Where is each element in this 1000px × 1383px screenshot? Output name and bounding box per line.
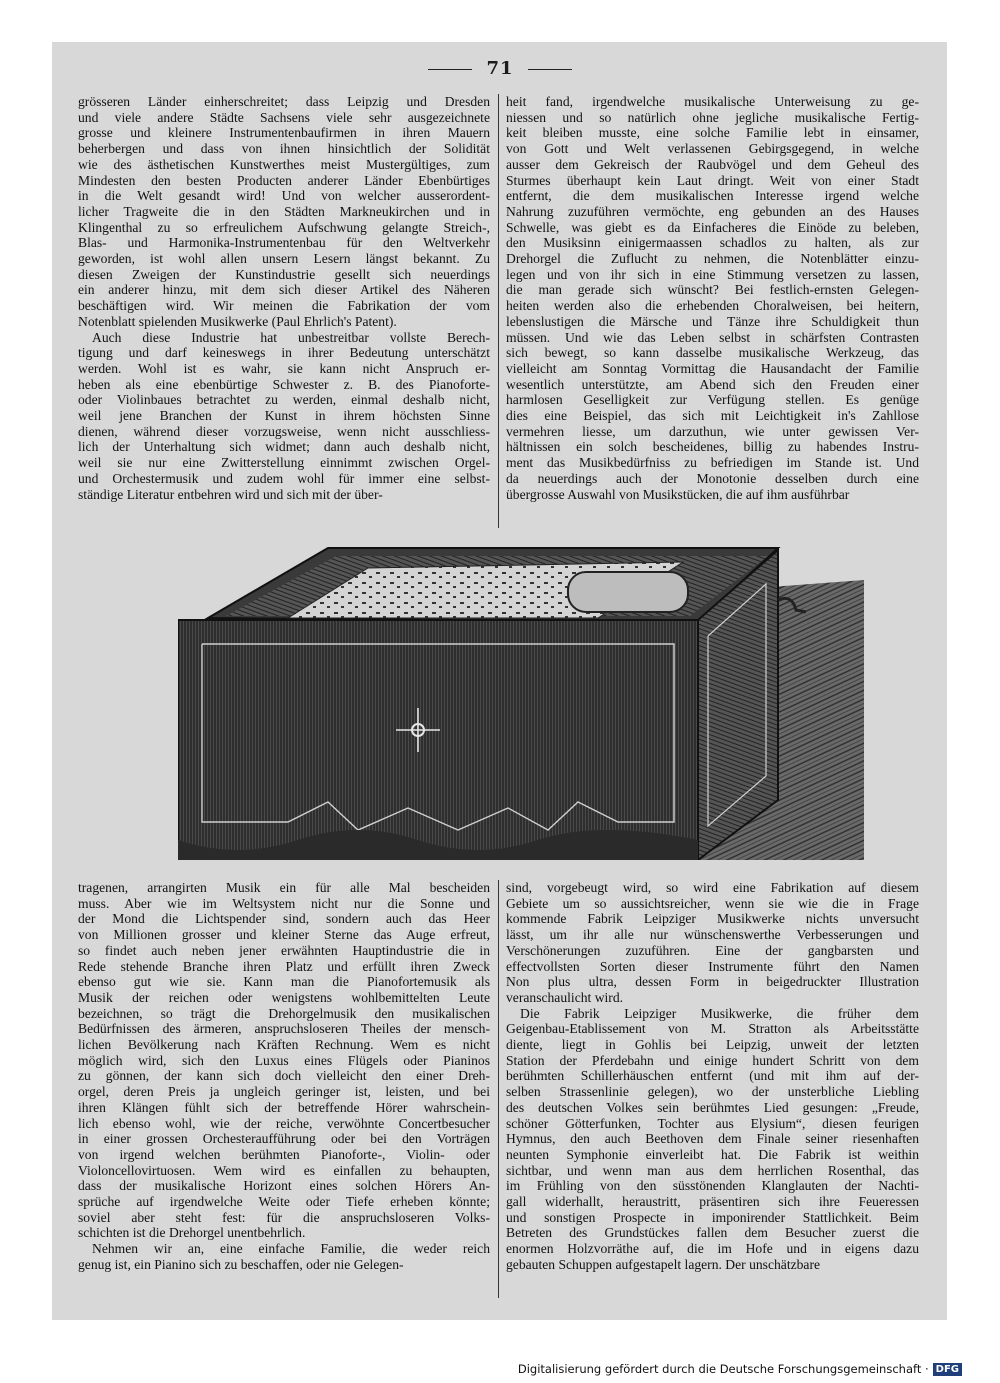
text-line: keit bleiben musste, eine solche Familie lebt in einsamer, bbox=[506, 125, 919, 141]
credit-text: Digitalisierung gefördert durch die Deutsche Forschungsgemeinschaft · bbox=[517, 1362, 929, 1376]
text-line: Betreten des Grundstückes fallen dem Besucher zuerst die bbox=[506, 1225, 919, 1241]
text-line: wie des ästhetischen Kunstwerthes meist Mustergültiges, zum bbox=[78, 156, 490, 172]
text-line: der Mond die Lichtspender sind, sondern auch das Heer bbox=[78, 911, 490, 927]
text-line: Mindesten den besten Producten anderer Länder Ebenbürtiges bbox=[78, 172, 490, 188]
text-line: möglich wird, sich den Luxus eines Flügels oder Pianinos bbox=[78, 1052, 490, 1068]
digitization-credit bbox=[518, 1362, 962, 1376]
text-line: sind, vorgebeugt wird, so wird eine Fabrikation auf diesem bbox=[506, 880, 919, 895]
text-line: wesentlich unterstützte, am Abend sich den Freuden einer bbox=[506, 376, 919, 392]
header-rule-right bbox=[528, 69, 572, 70]
text-line: Auch diese Industrie hat unbestreitbar vollste Berech- bbox=[92, 329, 490, 345]
text-line: diente, liegt in Gohlis bei Leipzig, unweit der letzten bbox=[506, 1037, 919, 1053]
text-line: ment das Musikbedürfniss zu befriedigen im Stande ist. Und bbox=[506, 455, 919, 471]
text-line: Nahrung zuzuführen vermöchte, eng gebunden an des Hauses bbox=[506, 203, 919, 219]
music-box-illustration bbox=[178, 540, 864, 860]
text-line: beschäftigen wird. Wir meinen die Fabrikation der vom bbox=[78, 298, 490, 314]
text-line: Hymnus, den auch Beethoven dem Finale seiner riesenhaften bbox=[506, 1131, 919, 1147]
text-line: übergrosse Auswahl von Musikstücken, die auf ihm ausführbar bbox=[506, 486, 850, 502]
text-line: Verschönerungen zuzuführen. Eine der gangbarsten und bbox=[506, 942, 919, 958]
column-top-right bbox=[506, 94, 919, 502]
text-line: Blas- und Harmonika-Instrumentenbau für den Weltverkehr bbox=[78, 235, 490, 251]
text-line: lebenslustigen die Märsche und Tänze ihre Schuldigkeit thun bbox=[506, 313, 919, 329]
text-line: Bedürfnissen des ärmeren, anspruchsloseren Theiles der mensch- bbox=[78, 1021, 490, 1037]
text-line: Gebiete um so aussichtsreicher, wenn sie wie die in Frage bbox=[506, 895, 919, 911]
text-line: Station der Pferdebahn und einige hundert Schritt von dem bbox=[506, 1052, 919, 1068]
text-line: legen und von ihr sich in eine Stimmung versetzen zu lassen, bbox=[506, 266, 919, 282]
text-line: ihren Klängen fühlt sich der betreffende Hörer wahrschein- bbox=[78, 1099, 490, 1115]
text-line: von Gott und Welt verlassenen Gebirgsgegend, in welche bbox=[506, 141, 919, 157]
text-line: und sonstigen Prospecte in imponirender Stattlichkeit. Beim bbox=[506, 1209, 919, 1225]
text-line: den Musiksinn einigermaassen schadlos zu halten, als zur bbox=[506, 235, 919, 251]
text-line: ebenso gut wie sie. Kann man die Pianofortemusik als bbox=[78, 974, 490, 990]
text-line: dienen, während dieser vorzugsweise, wenn nicht ausschliess- bbox=[78, 423, 490, 439]
text-line: lichen Bevölkerung nach Kräften Rechnung. Wem es nicht bbox=[78, 1037, 490, 1053]
text-line: tigung und darf keineswegs in ihrer Bedeutung unterschätzt bbox=[78, 345, 490, 361]
text-line: und Orchestermusik und zudem wohl für immer eine selbst- bbox=[78, 470, 490, 486]
text-line: neunten Symphonie einverleibt hat. Die Fabrik ist weithin bbox=[506, 1146, 919, 1162]
text-line: gall widerhallt, heraustritt, präsentiren sich ihre Feueressen bbox=[506, 1194, 919, 1210]
text-line: gebauten Schuppen aufgestapelt lagern. Der unschätzbare bbox=[506, 1256, 821, 1272]
text-line: Sturmes überhaupt kein Laut dringt. Weit von einer Stadt bbox=[506, 172, 919, 188]
text-line: im Frühling von den süsstönenden Klanglauten der Nachti- bbox=[506, 1178, 919, 1194]
text-line: selben Strassenlinie gelegen), wo der unsterbliche Liebling bbox=[506, 1084, 919, 1100]
text-line: von irgend welchen berühmten Pianoforte-, Violin- oder bbox=[78, 1146, 490, 1162]
text-line: Non plus ultra, dessen Form in beigedruckter Illustration bbox=[506, 974, 919, 990]
text-line: lässt, um ihr alle nur wünschenswerthe Verbesserungen und bbox=[506, 927, 919, 943]
text-line: des deutschen Volkes sein berühmtes Lied gesungen: „Freude, bbox=[506, 1099, 919, 1115]
text-line: Rede stehende Branche ihren Platz und erfüllt ihren Zweck bbox=[78, 958, 490, 974]
text-line: weil sie nur eine Zwitterstellung einnimmt zwischen Orgel- bbox=[78, 455, 490, 471]
text-line: grosse und kleinere Instrumentenbaufirmen in ihren Mauern bbox=[78, 125, 490, 141]
text-line: schichten ist die Drehorgel unentbehrlich. bbox=[78, 1225, 306, 1241]
text-line: Die Fabrik Leipziger Musikwerke, die früher dem bbox=[520, 1005, 919, 1021]
text-line: Geigenbau-Etablissement von M. Stratton als Arbeitsstätte bbox=[506, 1021, 919, 1037]
text-line: grösseren Länder einherschreitet; dass Leipzig und Dresden bbox=[78, 94, 490, 109]
text-line: berühmten Schillerhäuschen entfernt (und mit ihm auf der- bbox=[506, 1068, 919, 1084]
note-roller bbox=[568, 572, 688, 612]
text-line: enormen Holzvorräthe auf, die im Hofe und in eigens dazu bbox=[506, 1241, 919, 1257]
text-line: da neuerdings auch der Monotonie desselben durch eine bbox=[506, 470, 919, 486]
text-line: heiten werden also die erhebenden Choralweisen, bei heitern, bbox=[506, 298, 919, 314]
text-line: Schwelle, was giebt es da Einfacheres die Einöde zu beleben, bbox=[506, 219, 919, 235]
text-line: weil jene Branchen der Kunst in ihrem höchsten Sinne bbox=[78, 408, 490, 424]
column-bottom-left bbox=[78, 880, 490, 1273]
text-line: ständige Literatur entbehren wird und sich mit der über- bbox=[78, 486, 383, 502]
text-line: schöner Götterfunken, Tochter aus Elysium“, diesen feurigen bbox=[506, 1115, 919, 1131]
text-line: licher Tragweite die in den Städten Markneukirchen und in bbox=[78, 203, 490, 219]
text-line: veranschaulicht wird. bbox=[506, 989, 624, 1005]
text-line: werden. Wohl ist es wahr, sie kann nicht Anspruch er- bbox=[78, 360, 490, 376]
column-divider-top bbox=[498, 94, 499, 528]
text-line: dies eine Beispiel, das sich mit Leichtigkeit in's Zahllose bbox=[506, 408, 919, 424]
text-line: orgel, deren Preis ja ungleich geringer ist, leisten, und bei bbox=[78, 1084, 490, 1100]
text-line: und viele andere Städte Sachsens viele sehr ausgezeichnete bbox=[78, 109, 490, 125]
dfg-logo: DFG bbox=[933, 1363, 962, 1376]
text-line: lich ebenso wohl, wie der reiche, verwöhnte Concertbesucher bbox=[78, 1115, 490, 1131]
column-divider-bottom bbox=[498, 880, 499, 1298]
header-rule-left bbox=[428, 69, 472, 70]
page-number: 71 bbox=[486, 58, 514, 79]
text-line: lich der Unterhaltung sich widmet; dann auch deshalb nicht, bbox=[78, 439, 490, 455]
column-top-left bbox=[78, 94, 490, 502]
text-line: so findet auch neben jener erwähnten Hauptindustrie die in bbox=[78, 942, 490, 958]
text-line: sprüche auf irgendwelche Weite oder Tiefe erheben könnte; bbox=[78, 1194, 490, 1210]
text-line: genug ist, ein Pianino sich zu beschaffen, oder nie Gelegen- bbox=[78, 1256, 404, 1272]
text-line: niessen und so natürlich ohne jegliche musikalische Fertig- bbox=[506, 109, 919, 125]
text-line: effectvollsten Sorten dieser Instrumente führt den Namen bbox=[506, 958, 919, 974]
text-line: vermehren liesse, um darzuthun, wie unter gewissen Ver- bbox=[506, 423, 919, 439]
text-line: dass der musikalische Horizont eines solchen Hörers An- bbox=[78, 1178, 490, 1194]
text-line: bezeichnen, so trägt die Drehorgelmusik den musikalischen bbox=[78, 1005, 490, 1021]
text-line: ein anderer hinzu, mit dem sich dieser Artikel des Näheren bbox=[78, 282, 490, 298]
text-line: zu gönnen, der kann sich doch vielleicht den einer Dreh- bbox=[78, 1068, 490, 1084]
text-line: müssen. Und wie das Leben selbst in schärfsten Contrasten bbox=[506, 329, 919, 345]
text-line: sich bewegt, so kann dasselbe musikalische Werkzeug, das bbox=[506, 345, 919, 361]
text-line: heben als eine ebenbürtige Schwester z. B. des Pianoforte- bbox=[78, 376, 490, 392]
box-front-panel bbox=[178, 620, 698, 860]
text-line: in die Welt gesandt wird! Und von welcher ausserordent- bbox=[78, 188, 490, 204]
column-bottom-right bbox=[506, 880, 919, 1273]
text-line: soviel aber steht fest: für die anspruchsloseren Volks- bbox=[78, 1209, 490, 1225]
text-line: ausser dem Gekreisch der Raubvögel und dem Geheul des bbox=[506, 156, 919, 172]
text-line: Drehorgel die Zuflucht zu nehmen, die Notenblätter einzu- bbox=[506, 251, 919, 267]
text-line: von Millionen grosser und kleiner Sterne das Auge erfreut, bbox=[78, 927, 490, 943]
text-line: Nehmen wir an, eine einfache Familie, die weder reich bbox=[92, 1241, 490, 1257]
text-line: Violoncellovirtuosen. Wem wird es einfallen zu behaupten, bbox=[78, 1162, 490, 1178]
text-line: sichtbar, und wenn man aus dem herrlichen Rosenthal, das bbox=[506, 1162, 919, 1178]
text-line: beherbergen und dass von ihnen hinsichtlich der Solidität bbox=[78, 141, 490, 157]
text-line: die man gerade sich wünscht? Bei festlich-ernsten Gelegen- bbox=[506, 282, 919, 298]
text-line: geworden, ist wohl allen unsern Lesern längst bekannt. Zu bbox=[78, 251, 490, 267]
page-number-header bbox=[0, 58, 1000, 79]
text-line: tragenen, arrangirten Musik ein für alle Mal bescheiden bbox=[78, 880, 490, 895]
text-line: entfernt, die dem musikalischen Interesse irgend welche bbox=[506, 188, 919, 204]
text-line: Musik der reichen oder wenigstens wohlbemittelten Leute bbox=[78, 989, 490, 1005]
text-line: heit fand, irgendwelche musikalische Unterweisung zu ge- bbox=[506, 94, 919, 109]
text-line: hältnissen ein solch bescheidenes, billig zu habendes Instru- bbox=[506, 439, 919, 455]
text-line: in einer grossen Orchesteraufführung oder bei den Vorträgen bbox=[78, 1131, 490, 1147]
text-line: Notenblatt spielenden Musikwerke (Paul Ehrlich's Patent). bbox=[78, 313, 397, 329]
text-line: harmlosen Geselligkeit zur Verfügung stellen. Es genüge bbox=[506, 392, 919, 408]
text-line: Klingenthal zu so erfreulichem Aufschwung gelangte Streich-, bbox=[78, 219, 490, 235]
text-line: diesen Zweigen der Kunstindustrie gesellt sich neuerdings bbox=[78, 266, 490, 282]
text-line: muss. Aber wie im Weltsystem nicht nur die Sonne und bbox=[78, 895, 490, 911]
text-line: kommende Fabrik Leipziger Musikwerke nichts unversucht bbox=[506, 911, 919, 927]
text-line: vielleicht am Sonntag Vormittag die Hausandacht der Familie bbox=[506, 360, 919, 376]
text-line: oder Violinbaues betrachtet zu werden, einmal deshalb nicht, bbox=[78, 392, 490, 408]
